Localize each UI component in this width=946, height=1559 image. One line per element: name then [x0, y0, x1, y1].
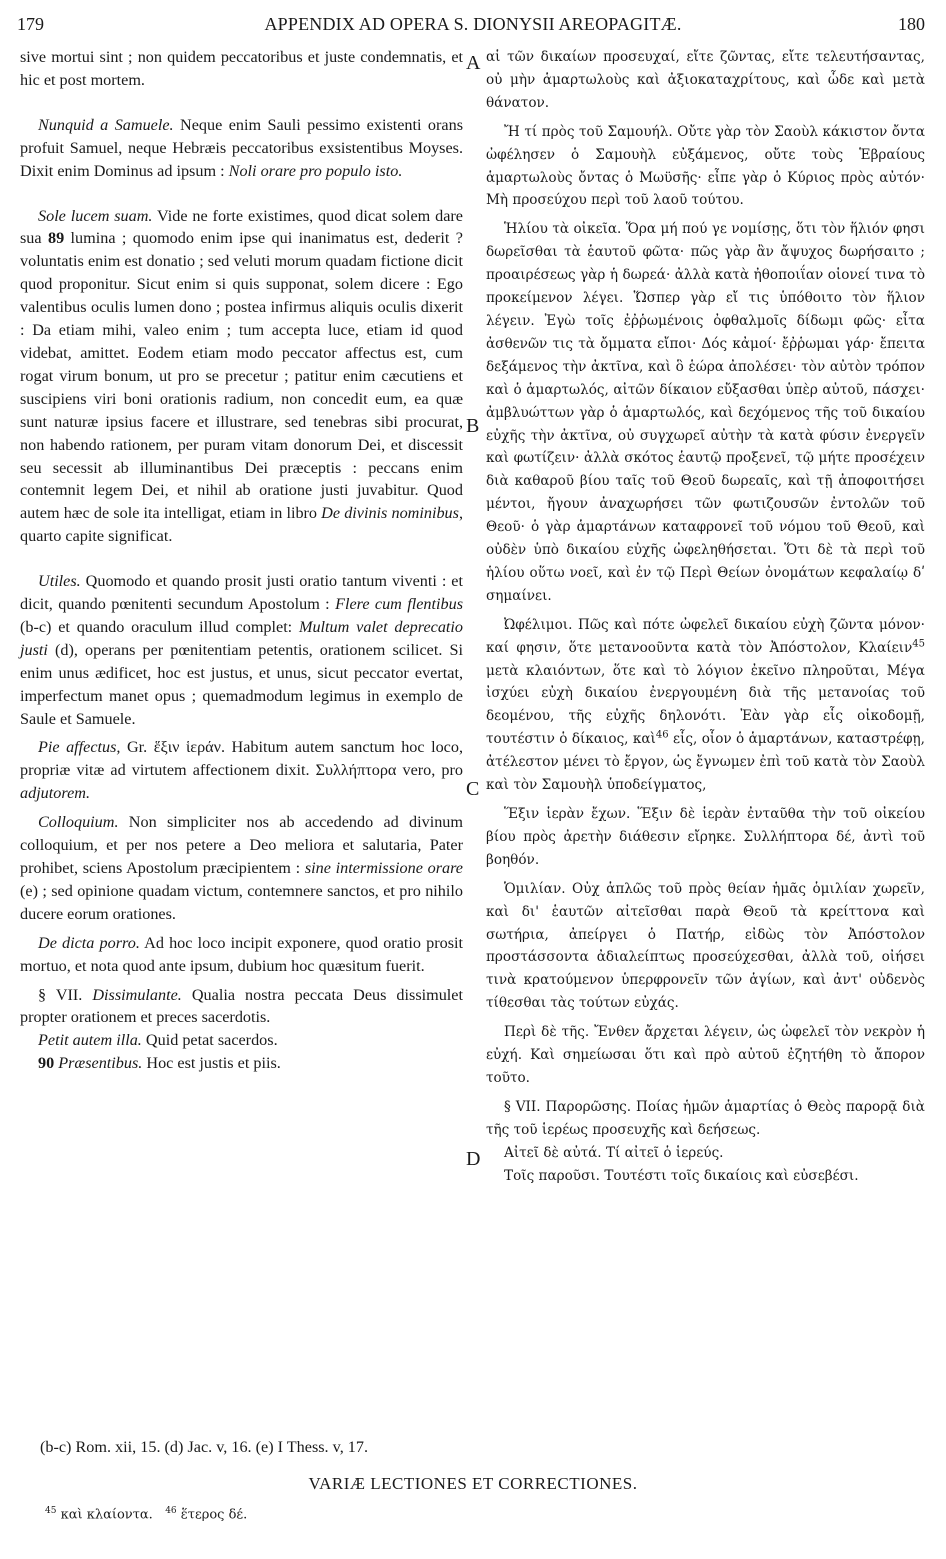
note-text: ἕτερος δέ.	[176, 1507, 248, 1523]
lemma: Præsentibus.	[58, 1054, 143, 1073]
text: Gr.	[120, 738, 154, 757]
latin-paragraph	[20, 570, 463, 730]
greek-paragraph: αἱ τῶν δικαίων προσευχαί, εἴτε ζῶντας, εἴτε τελευτήσαντας, οὐ μὴν ἁμαρτωλοὺς καὶ ἀξιοκαταχρίτους, καὶ ὧδε καὶ μετὰ θάνατον.	[486, 49, 925, 111]
lemma: Dissimulante.	[92, 985, 182, 1004]
text: Quid petat sacerdos.	[141, 1031, 278, 1050]
latin-paragraph	[20, 205, 463, 549]
margin-letter-b: B	[466, 415, 480, 437]
latin-paragraph	[20, 736, 463, 805]
page-number-left: 179	[17, 14, 44, 34]
quote: sine intermissione orare	[304, 859, 463, 877]
footnote-ref: 45	[912, 638, 925, 650]
text: μετὰ κλαιόντων, ὅτε καὶ τὸ λόγιον ἐκεῖνο πληροῦται, Μέγα ἰσχύει εὐχὴ δικαίου ἐνεργουμένη διὰ τῆς μετανοίας τοῦ δεομένου, τῆς εὐχῆς δηλονότι. Ἐὰν γὰρ εἷς οἰκοδομῇ, τουτέστιν ὁ δίκαιος, καὶ	[486, 662, 925, 748]
quote: Flere cum flentibus	[335, 595, 463, 614]
quote: Noli orare pro populo isto.	[228, 161, 403, 180]
column-marker: 90	[38, 1054, 55, 1073]
greek-paragraph: Ἤ τί πρὸς τοῦ Σαμουήλ. Οὔτε γὰρ τὸν Σαοὺλ κάκιστον ὄντα ὠφέλησεν ὁ Σαμουὴλ εὐξάμενος, οὔτε τοὺς Ἑβραίους ἁμαρτωλοὺς ὄντας ὁ Μωϋσῆς· εἶπε γὰρ ὁ Κύριος πρὸς αὐτόν· Μὴ προσεύχου περὶ τοῦ λαοῦ τούτου.	[486, 123, 925, 209]
text: Quomodo et quando prosit justi oratio tantum viventi : et dicit, quando pœnitenti secundum Apostolum :	[20, 572, 463, 614]
text: et quando oraculum illud complet:	[51, 617, 299, 636]
latin-paragraph	[20, 1029, 463, 1052]
variae-lectiones-title: VARIÆ LECTIONES ET CORRECTIONES.	[308, 1474, 638, 1493]
reference: (b-c)	[20, 617, 52, 636]
greek-paragraph: Περὶ δὲ τῆς. Ἔνθεν ἄρχεται λέγειν, ὡς ὠφελεῖ τὸν νεκρὸν ἡ εὐχή. Καὶ σημείωσαι ὅτι καὶ πρὸ αὐτοῦ ἐζητήθη τὸ ἄπορον τοῦτο.	[486, 1024, 925, 1086]
greek-paragraph: Ἕξιν ἱερὰν ἔχων. Ἕξιν δὲ ἱερὰν ἐνταῦθα τὴν τοῦ οἰκείου βίου πρὸς ἀρετὴν διάθεσιν εἴρηκε. Συλλήπτορα δέ, ἀντὶ τοῦ βοηθόν.	[486, 806, 925, 868]
text: Neque enim Sauli pessimo existenti orans profuit Samuel, neque Hebræis peccatoribus exsistentibus Moyses. Dixit enim Dominus ad ipsum :	[20, 115, 463, 180]
text: εἷς, οἷον ὁ ἁμαρτάνων, καταστρέφῃ, ἀτέλεστον μένει τὸ ἔργον, ὡς ἔγνωμεν ἐπὶ τοῦ κατὰ τὸν Σαοὺλ καὶ τὸν Σαμουὴλ ὑποδείγματος,	[486, 731, 926, 794]
text: Vide ne forte existimes, quod dicat solem dare sua	[20, 206, 463, 248]
latin-paragraph	[20, 811, 463, 926]
source-references: (b-c) Rom. xii, 15. (d) Jac. v, 16. (e) I Thess. v, 17.	[40, 1438, 369, 1456]
text: Non simpliciter nos ab accedendo ad divinum colloquium, et per nos petere a Deo meliora et salutaria, Pater prohibet, sciens Apostolum præcipientem :	[20, 813, 463, 877]
page-number-right: 180	[898, 14, 925, 34]
variae-lectiones-notes	[45, 1506, 247, 1522]
lemma: Colloquium.	[38, 813, 119, 832]
term: adjutorem.	[20, 784, 90, 803]
latin-paragraph: sive mortui sint ; non quidem peccatoribus et juste condemnatis, et hic et post mortem.	[20, 48, 463, 89]
note-number: 46	[165, 1506, 177, 1516]
quote: Multum valet deprecatio justi	[20, 617, 463, 659]
footnote-ref: 46	[655, 729, 669, 741]
text: lumina ; quomodo enim ipse qui inanimatus est, dederit ? voluntatis enim est donatio ; sed veluti morum quadam fictione dicit quod proponitur. Sicut enim si quis supponat, solem dicere : Ego valentibus oculis lumen dono ; postea infirmus aliquis oculis dixerit : Da etiam mihi, valeo enim ; tum accepta luce, etiam id quod videbat, amittet. Eodem etiam modo peccator affectus est, cum rogat virum bonum, ut pro se precetur ; patitur enim cæcutiens et suscipiens viri boni orationis radium, non concedit eum, ea quæ sunt naturæ ipsius facere et illustrare, sed tenebras sibi procurat, non habendo rationem, per puram vitam donorum Dei, et discessit seu secessit ab illuminantibus Dei præceptis : peccans enim contemnit legem Dei, et nihil ab oratione justi juvabitur. Quod autem hæc de sole ita intelligat, etiam in libro	[20, 229, 463, 523]
reference: (e)	[20, 881, 38, 900]
column-marker: 89	[47, 229, 65, 248]
greek-paragraph: § VII. Παρορῶσης. Ποίας ἡμῶν ἁμαρτίας ὁ Θεὸς παρορᾷ διὰ τῆς τοῦ ἱερέως προσευχῆς καὶ δεήσεως.	[486, 1098, 925, 1138]
text: vero, pro	[396, 761, 463, 780]
text: ; sed opinione quadam victum, contemnere sanctos, et pro nihilo ducere eorum orationes.	[20, 881, 463, 923]
lemma: De dicta porro.	[38, 933, 140, 952]
note-text: καὶ κλαίοντα.	[56, 1507, 153, 1523]
section-mark: § VII.	[38, 985, 93, 1004]
book-title: De divinis nominibus	[321, 504, 459, 523]
margin-letter-c: C	[466, 778, 480, 800]
text: Ὠφέλιμοι. Πῶς καὶ πότε ὠφελεῖ δικαίου εὐχὴ ζῶντα μόνον· καί φησιν, ὅτε μετανοοῦντα κατὰ τὸν Ἀπόστολον, Κλαίειν	[486, 616, 925, 656]
margin-letter-d: D	[466, 1148, 481, 1170]
latin-paragraph	[20, 114, 463, 183]
greek-paragraph: Ἡλίου τὰ οἰκεῖα. Ὅρα μή πού γε νομίσῃς, ὅτι τὸν ἥλιόν φησι δωρεῖσθαι τὰ ἑαυτοῦ φῶτα· πῶς γὰρ ἂν ἄψυχος δωρήσαιτο ; προαιρέσεως γὰρ ἡ δωρεά· ἀλλὰ κατὰ ἠθοποιΐαν οἱονεί τινα τὸ προκείμενον λέγει. Ὥσπερ γὰρ εἴ τις ὑπόθοιτο τὸν ἥλιον λέγειν. Ἐγὼ τοῖς ἐῤῥωμένοις ὀφθαλμοῖς δίδωμι φῶς· εἶτα ἀσθενῶν τις τὰ ὄμματα εἴποι· Δός κἀμοί· ἔῤῥωμαι γάρ· ἔπειτα δεξάμενος τὴν ἀκτῖνα, καὶ ὃ ἑώρα ἀπολέσει· τὸν αὐτὸν τρόπον καὶ ὁ ἁμαρτωλός, αἰτῶν δίκαιον εὔξασθαι ὑπὲρ αὐτοῦ, πάσχει· ἀμβλυώττων γὰρ ὁ ἁμαρτωλός, καὶ δεχόμενος τῆς τοῦ δικαίου εὐχῆς τὴν ἀκτῖνα, οὐ συγχωρεῖ αὐτὴν τὰ κατὰ φύσιν ἐνεργεῖν καὶ φωτίζειν· ἀλλὰ σκότος ἑαυτῷ προξενεῖ, τῷ μήτε προσέχειν διὰ καθαροῦ βίου ταῖς τοῦ Θεοῦ δωρεαῖς, καὶ τῇ ἀποφοιτήσει μέντοι, ἤγουν ἀναχωρήσει τῶν φωτιζουσῶν ἐντολῶν τοῦ Θεοῦ· ὁ γὰρ ἁμαρτάνων καταφρονεῖ τοῦ νόμου τοῦ Θεοῦ, καὶ οὐδὲν ὑπὸ δικαίου εὐχῆς ὠφεληθήσεται. Ὅτι δὲ τὰ περὶ τοῦ ἡλίου οὕτω νοεῖ, καὶ ἐν τῷ Περὶ Θείων ὀνομάτων κεφαλαίῳ δʹ σημαίνει.	[486, 221, 925, 604]
text: , operans per pœnitentiam petentis, orationem scilicet. Si enim unus ædificet, hoc est justus, et unus, sicut peccator evertat, imperfectum manet opus ; quemadmodum legimus in exemplo de Saule et Samuele.	[20, 640, 463, 728]
latin-paragraph	[20, 1052, 463, 1075]
greek-term: Συλλήπτορα	[315, 761, 397, 780]
text: . Habitum autem sanctum hoc loco, propriæ vitæ ad virtutem affectionem dixit.	[20, 738, 464, 780]
greek-term: ἕξιν ἱεράν	[153, 738, 221, 757]
reference: (d)	[47, 640, 74, 659]
running-head	[0, 14, 946, 42]
greek-paragraph: Ὁμιλίαν. Οὐχ ἁπλῶς τοῦ πρὸς θείαν ἡμᾶς ὁμιλίαν χωρεῖν, καὶ δι' ἑαυτῶν αἰτεῖσθαι παρὰ Θεοῦ τὰ κρείττονα καὶ σωτήρια, ἀπείργει ὁ Πατήρ, εἰδὼς τὸν Ἀπόστολον προστάσσοντα ἀδιαλείπτως προσεύχεσθαι, ἀλλὰ τοῦ, οἰήσει τινὰ κρατούμενον ὑπερφρονεῖν τῶν ἁγίων, καὶ ἀντ' οὐδενὸς τίθεσθαι τὰς τούτων εὐχάς.	[486, 880, 925, 1012]
text: Hoc est justis et piis.	[142, 1054, 281, 1073]
margin-letter-a: A	[466, 52, 481, 74]
lemma: Sole lucem suam.	[38, 206, 153, 225]
lemma: Utiles.	[38, 572, 81, 591]
running-title: APPENDIX AD OPERA S. DIONYSII AREOPAGITÆ.	[264, 14, 682, 34]
latin-paragraph	[20, 932, 463, 978]
lemma: Nunquid a Samuele.	[38, 115, 174, 134]
text: , quarto capite significat.	[20, 504, 463, 546]
greek-paragraph: Αἰτεῖ δὲ αὐτά. Τί αἰτεῖ ὁ ἱερεύς.	[504, 1144, 724, 1161]
greek-column	[486, 46, 925, 1188]
text: Qualia nostra peccata Deus dissimulet propter orationem et preces sacerdotis.	[20, 985, 463, 1027]
latin-paragraph	[20, 984, 463, 1030]
latin-column	[20, 46, 463, 1075]
greek-paragraph: Τοῖς παροῦσι. Τουτέστι τοῖς δικαίοις καὶ εὐσεβέσι.	[504, 1167, 859, 1184]
text: Ad hoc loco incipit exponere, quod oratio prosit mortuo, et nota quod ante ipsum, dubium hoc quæsitum fuerit.	[20, 933, 463, 975]
lemma: Petit autem illa.	[38, 1031, 142, 1050]
greek-paragraph	[486, 614, 925, 797]
lemma: Pie affectus,	[38, 738, 121, 757]
note-number: 45	[45, 1506, 57, 1516]
